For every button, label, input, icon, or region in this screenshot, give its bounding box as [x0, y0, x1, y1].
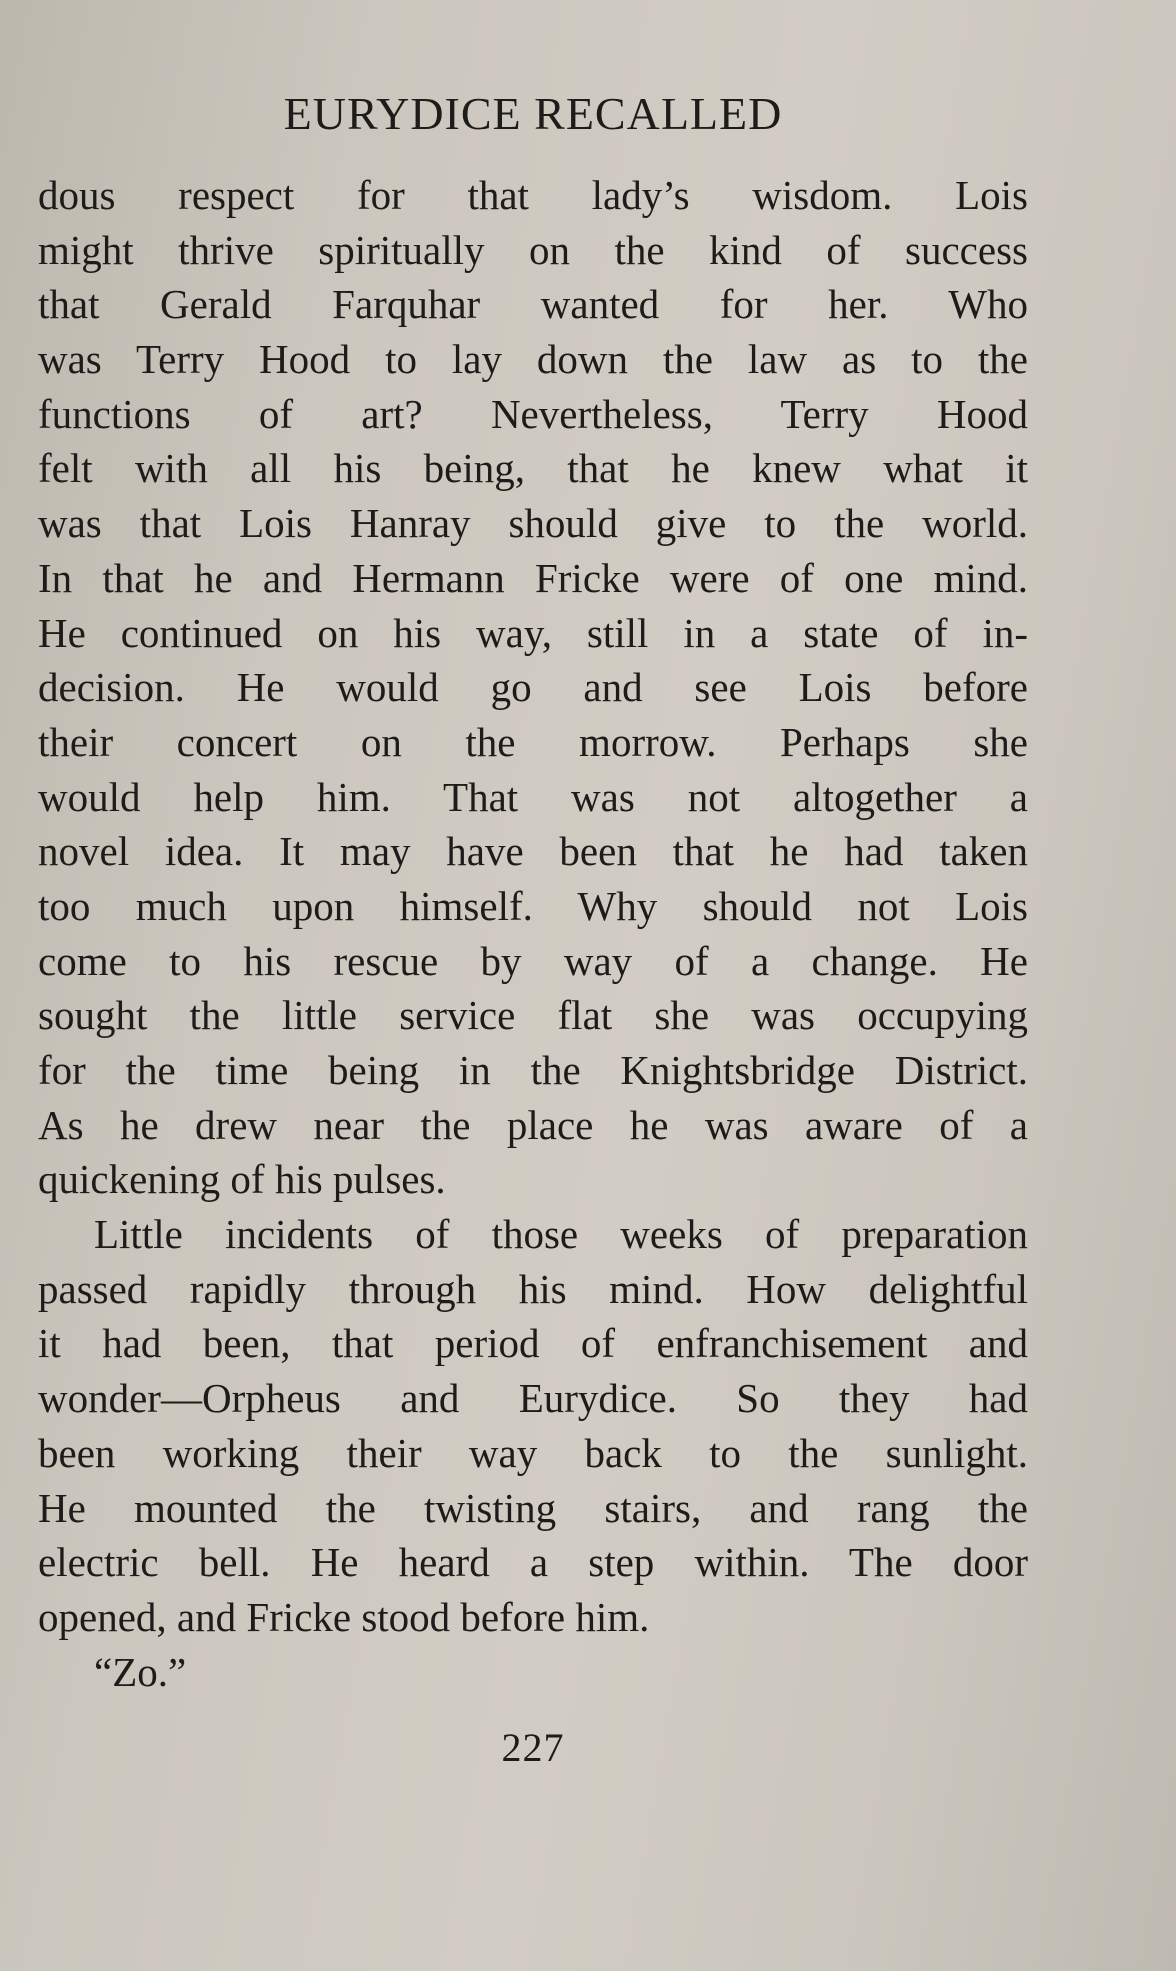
body-text	[38, 168, 1028, 1699]
text-line: passed rapidly through his mind. How delightful	[38, 1265, 1028, 1312]
text-line: As he drew near the place he was aware of a	[38, 1101, 1028, 1148]
text-line: functions of art? Nevertheless, Terry Hood	[38, 390, 1028, 437]
text-line: it had been, that period of enfranchisement and	[38, 1320, 1028, 1367]
running-head: EURYDICE RECALLED	[283, 88, 783, 139]
text-line: was that Lois Hanray should give to the world.	[38, 500, 1028, 547]
text-line: Little incidents of those weeks of preparation	[94, 1211, 1028, 1258]
text-line: sought the little service flat she was occupying	[38, 992, 1028, 1039]
text-line: In that he and Hermann Fricke were of one mind.	[38, 554, 1028, 601]
text-line: too much upon himself. Why should not Lois	[38, 882, 1028, 929]
text-line: “Zo.”	[94, 1648, 187, 1695]
text-line: for the time being in the Knightsbridge District.	[38, 1047, 1028, 1093]
text-line: electric bell. He heard a step within. The door	[38, 1539, 1028, 1586]
text-line: their concert on the morrow. Perhaps she	[38, 718, 1028, 765]
text-line: wonder—Orpheus and Eurydice. So they had	[38, 1375, 1028, 1422]
text-line: dous respect for that lady’s wisdom. Lois	[38, 172, 1028, 218]
text-line: quickening of his pulses.	[38, 1156, 446, 1203]
text-line: come to his rescue by way of a change. He	[38, 937, 1028, 984]
page-number: 227	[501, 1725, 565, 1770]
text-line: decision. He would go and see Lois before	[38, 664, 1028, 711]
text-line: might thrive spiritually on the kind of success	[38, 226, 1028, 273]
text-line: that Gerald Farquhar wanted for her. Who	[38, 281, 1028, 328]
text-line: He mounted the twisting stairs, and rang the	[38, 1484, 1028, 1531]
text-line: He continued on his way, still in a state of in-	[38, 609, 1028, 656]
text-line: would help him. That was not altogether a	[38, 773, 1028, 820]
text-line: been working their way back to the sunlight.	[38, 1429, 1028, 1476]
text-line: novel idea. It may have been that he had taken	[38, 828, 1028, 875]
text-line: felt with all his being, that he knew what it	[38, 445, 1028, 492]
text-line: opened, and Fricke stood before him.	[38, 1593, 650, 1640]
text-line: was Terry Hood to lay down the law as to the	[38, 336, 1028, 383]
